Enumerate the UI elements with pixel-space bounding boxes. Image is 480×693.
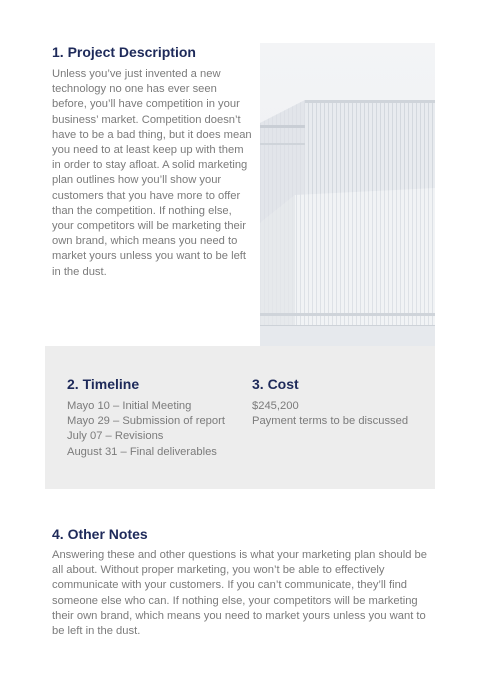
project-description-heading: 1. Project Description	[52, 44, 196, 60]
cost-amount: $245,200	[252, 400, 299, 412]
timeline-item: July 07 – Revisions	[67, 430, 164, 443]
timeline-item: Mayo 29 – Submission of report	[67, 415, 225, 428]
timeline-list	[67, 399, 225, 460]
building-photo	[260, 43, 435, 346]
cost-heading: 3. Cost	[252, 376, 299, 392]
project-description-text: Unless you’ve just invented a new technology no one has ever seen before, you’ll have competition in your business’ market. Competition doesn’t have to be a bad thing, but it does mean you need to at least keep up with them in order to stay afloat. A solid marketing plan outlines how you’ll show your customers that you have more to offer than the competition. If nothing else, your competitors will be marketing their own brand, which means you need to market yours unless you want to be left in the dust.	[52, 68, 252, 278]
cost-list	[252, 399, 408, 429]
timeline-item: Mayo 10 – Initial Meeting	[67, 400, 192, 412]
other-notes-text: Answering these and other questions is what your marketing plan should be all about. Without proper marketing, you won’t be able to effectively communicate with your customers. If you can’t communicate, they’ll find someone else who can. If nothing else, your competitors will be marketing their own brand, which means you need to market yours unless you want to be left in the dust.	[52, 549, 428, 638]
cost-terms: Payment terms to be discussed	[252, 415, 409, 428]
timeline-heading: 2. Timeline	[67, 376, 140, 392]
timeline-item: August 31 – Final deliverables	[67, 445, 217, 458]
other-notes-heading: 4. Other Notes	[52, 526, 148, 542]
